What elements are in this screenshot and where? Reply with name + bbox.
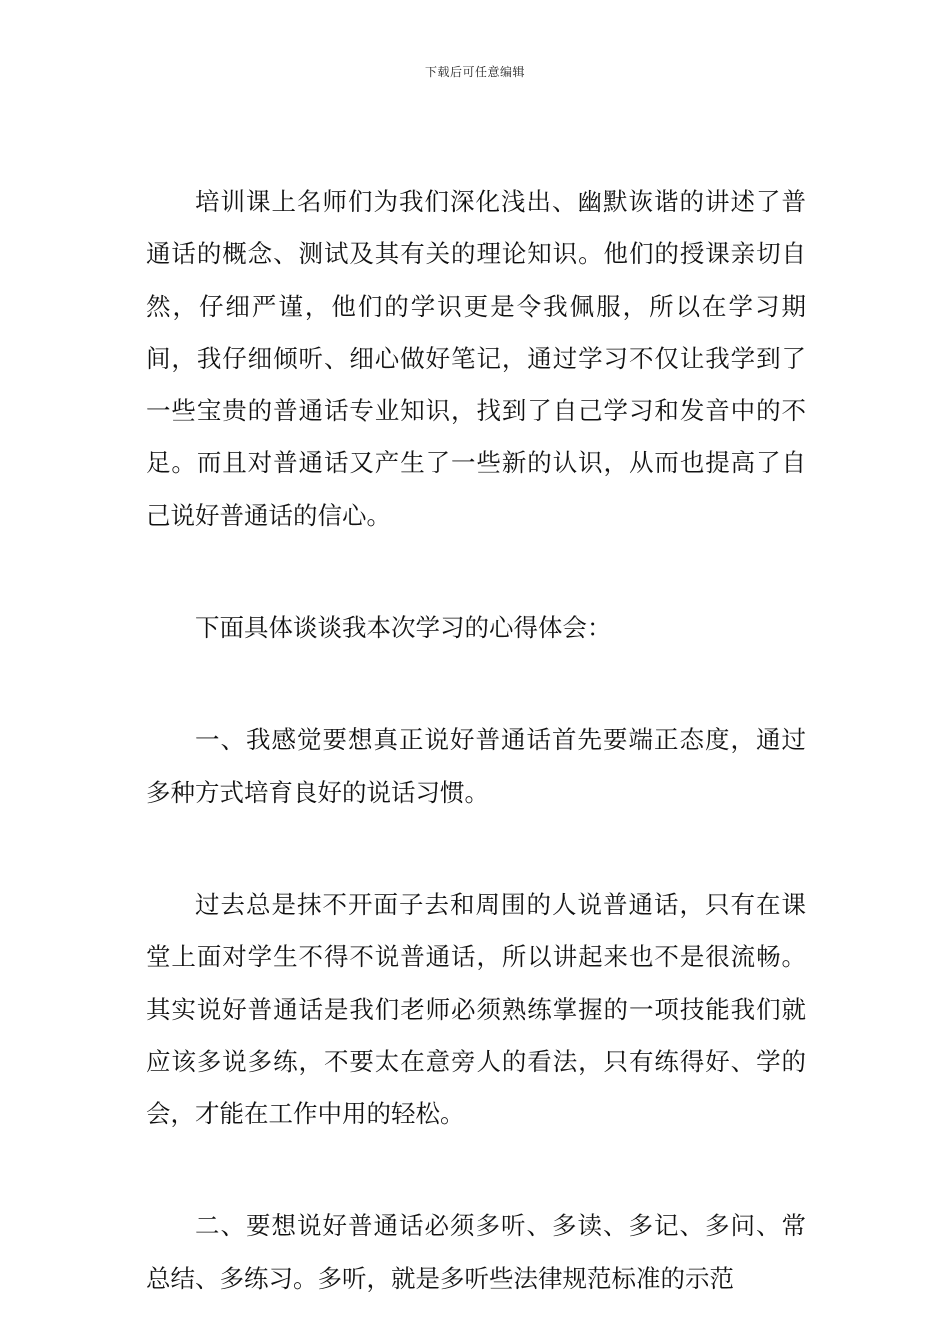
paragraph-3: 一、我感觉要想真正说好普通话首先要端正态度，通过多种方式培育良好的说话习惯。 bbox=[146, 725, 806, 807]
paragraph-gap bbox=[146, 654, 806, 714]
paragraph-gap bbox=[146, 542, 806, 602]
paragraph-gap bbox=[146, 1140, 806, 1200]
document-body bbox=[146, 176, 806, 1305]
paragraph-4: 过去总是抹不开面子去和周围的人说普通话，只有在课堂上面对学生不得不说普通话，所以讲起来也不是很流畅。其实说好普通话是我们老师必须熟练掌握的一项技能我们就应该多说多练，不要太在意旁人的看法，只有练得好、学的会，才能在工作中用的轻松。 bbox=[146, 889, 806, 1129]
page-header-note: 下载后可任意编辑 bbox=[424, 65, 525, 79]
paragraph-1: 培训课上名师们为我们深化浅出、幽默诙谐的讲述了普通话的概念、测试及其有关的理论知识。他们的授课亲切自然，仔细严谨，他们的学识更是令我佩服，所以在学习期间，我仔细倾听、细心做好笔记，通过学习不仅让我学到了一些宝贵的普通话专业知识，找到了自己学习和发音中的不足。而且对普通话又产生了一些新的认识，从而也提高了自己说好普通话的信心。 bbox=[146, 187, 806, 530]
paragraph-gap bbox=[146, 819, 806, 879]
paragraph-2: 下面具体谈谈我本次学习的心得体会： bbox=[195, 613, 612, 643]
paragraph-5: 二、要想说好普通话必须多听、多读、多记、多问、常总结、多练习。多听，就是多听些法律规范标准的示范 bbox=[146, 1211, 806, 1293]
